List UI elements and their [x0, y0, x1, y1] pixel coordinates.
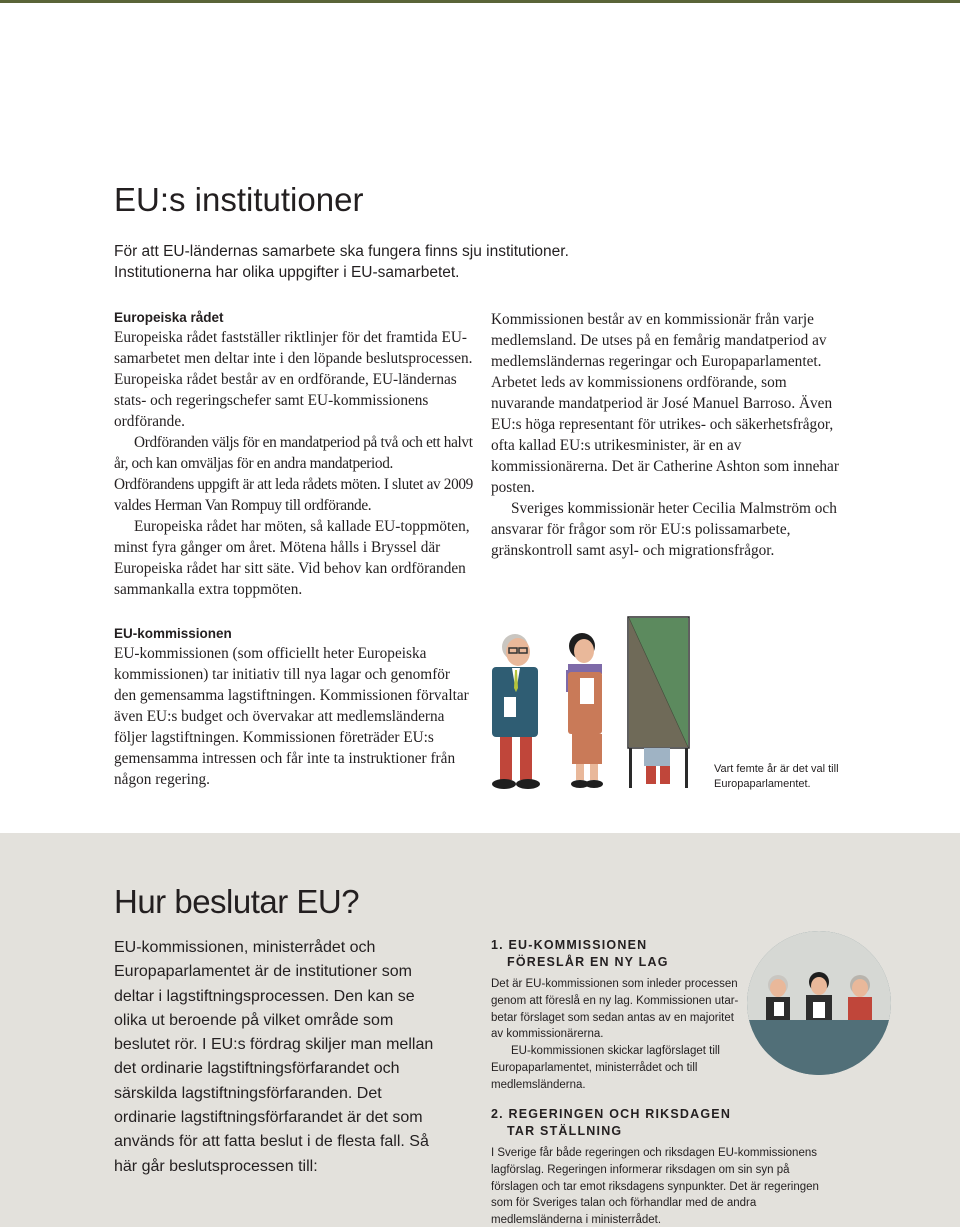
eu-kommissionen-paragraph: EU-kommissionen (som officiellt heter Europeiska kommissionen) tar initiativ till nya lagar och genomför den gemensamma lagstiftningen. Kommissionen förvaltar även EU:s budget och övervakar att medlemsländerna följer lagstiftningen. Kommissionen företräder EU:s gemensamma intressen och får inte ta instruktioner från någon regering. [114, 645, 469, 788]
woman-figure [566, 633, 603, 788]
step-2-heading-line-1: 2. REGERINGEN OCH RIKSDAGEN [491, 1107, 732, 1121]
intro-line-1: För att EU-ländernas samarbete ska fungera finns sju institutioner. [114, 243, 569, 260]
man-figure [492, 634, 540, 789]
step-2-heading-line-2: TAR STÄLLNING [507, 1124, 623, 1138]
kommissionen-paragraph-2: Sveriges kommissionär heter Cecilia Malmström och ansvarar för frågor som rör EU:s polissamarbete, gränskontroll samt asyl- och migrationsfrågor. [491, 500, 837, 559]
decision-intro-text: EU-kommissionen, ministerrådet och Europaparlamentet är de institutioner som deltar i lagstiftningsprocessen. Den kan se olika ut beroende på vilket område som beslutet rör. I EU:s fördrag skiljer man mellan det ordinarie lagstiftningsförfarandet och särskilda lagstiftningsförfaranden. Det ordinarie lagstiftningsförfarandet är det som används för att fatta beslut i de flesta fall. Så här går beslutsprocessen till: [114, 939, 434, 1175]
step-1-paragraph-2: EU-kommissionen skickar lagförslaget till Europaparlamentet, ministerrådet och till medlemsländerna. [491, 1045, 720, 1091]
section-title: Hur beslutar EU? [114, 883, 360, 920]
intro-text [114, 241, 674, 283]
eu-kommissionen-section [114, 625, 474, 790]
step-2-paragraph-1: I Sverige får både regeringen och riksdagen EU-kommissionens lagförslag. Regeringen informerar riksdagen om sin syn på förslagen och tar emot riksdagens synpunkter. Det är regeringen som för Sveriges talan och förhandlar med de andra medlemsländerna i ministerrådet. [491, 1147, 819, 1227]
page-title: EU:s institutioner [114, 181, 364, 218]
eu-kommissionen-heading: EU-kommissionen [114, 626, 232, 641]
step-2 [491, 1106, 841, 1229]
step-1-paragraph-1: Det är EU-kommissionen som inleder processen genom att föreslå en ny lag. Kommissionen utarbetar förslaget som sedan antas av en majoritet av kommissionärerna. [491, 978, 739, 1041]
europeiska-radet-section [114, 309, 474, 600]
voting-booth [628, 617, 689, 788]
top-rule [0, 0, 960, 3]
europeiska-radet-heading: Europeiska rådet [114, 310, 224, 325]
step-1-body [491, 976, 746, 1094]
intro-line-2: Institutionerna har olika uppgifter i EU-samarbetet. [114, 264, 460, 281]
europeiska-radet-paragraph-2: Ordföranden väljs för en mandatperiod på två och ett halvt år, och kan omväljas för en andra mandatperiod. Ordförandens uppgift är att leda rådets möten. I slutet av 2009 valdes Herman Van Rompuy till ordförande. [114, 434, 473, 514]
step-2-body [491, 1145, 836, 1229]
commission-illustration [746, 930, 892, 1076]
step-1-heading-line-2: FÖRESLÅR EN NY LAG [507, 955, 669, 969]
step-1-heading-line-1: 1. EU-KOMMISSIONEN [491, 938, 648, 952]
kommissionen-paragraph-1: Kommissionen består av en kommissionär från varje medlemsland. De utses på en femårig mandatperiod av medlemsländernas regeringar och Europaparlamentet. Arbetet leds av kommissionens ordförande, som nuvarande mandatperiod är José Manuel Barroso. Även EU:s höga representant för utrikes- och säkerhetsfrågor, ofta kallad EU:s utrikesminister, är en av kommissionärerna. Det är Catherine Ashton som innehar posten. [491, 311, 839, 496]
europeiska-radet-paragraph-1: Europeiska rådet fastställer riktlinjer för det framtida EU-samarbetet men deltar inte i den löpande beslutsprocessen. Europeiska rådet består av en ordförande, EU-ländernas stats- och regeringschefer samt EU-kommissionens ordförande. [114, 329, 473, 430]
illustration-caption: Vart femte år är det val till Europaparlamentet. [714, 763, 839, 790]
step-2-heading [491, 1106, 841, 1140]
voting-illustration [488, 612, 698, 797]
kommissionen-continued-section [491, 309, 851, 561]
europeiska-radet-paragraph-3: Europeiska rådet har möten, så kallade EU-toppmöten, minst fyra gånger om året. Mötena hålls i Bryssel där Europeiska rådet har sitt säte. Vid behov kan ordföranden sammankalla extra toppmöten. [114, 518, 470, 598]
